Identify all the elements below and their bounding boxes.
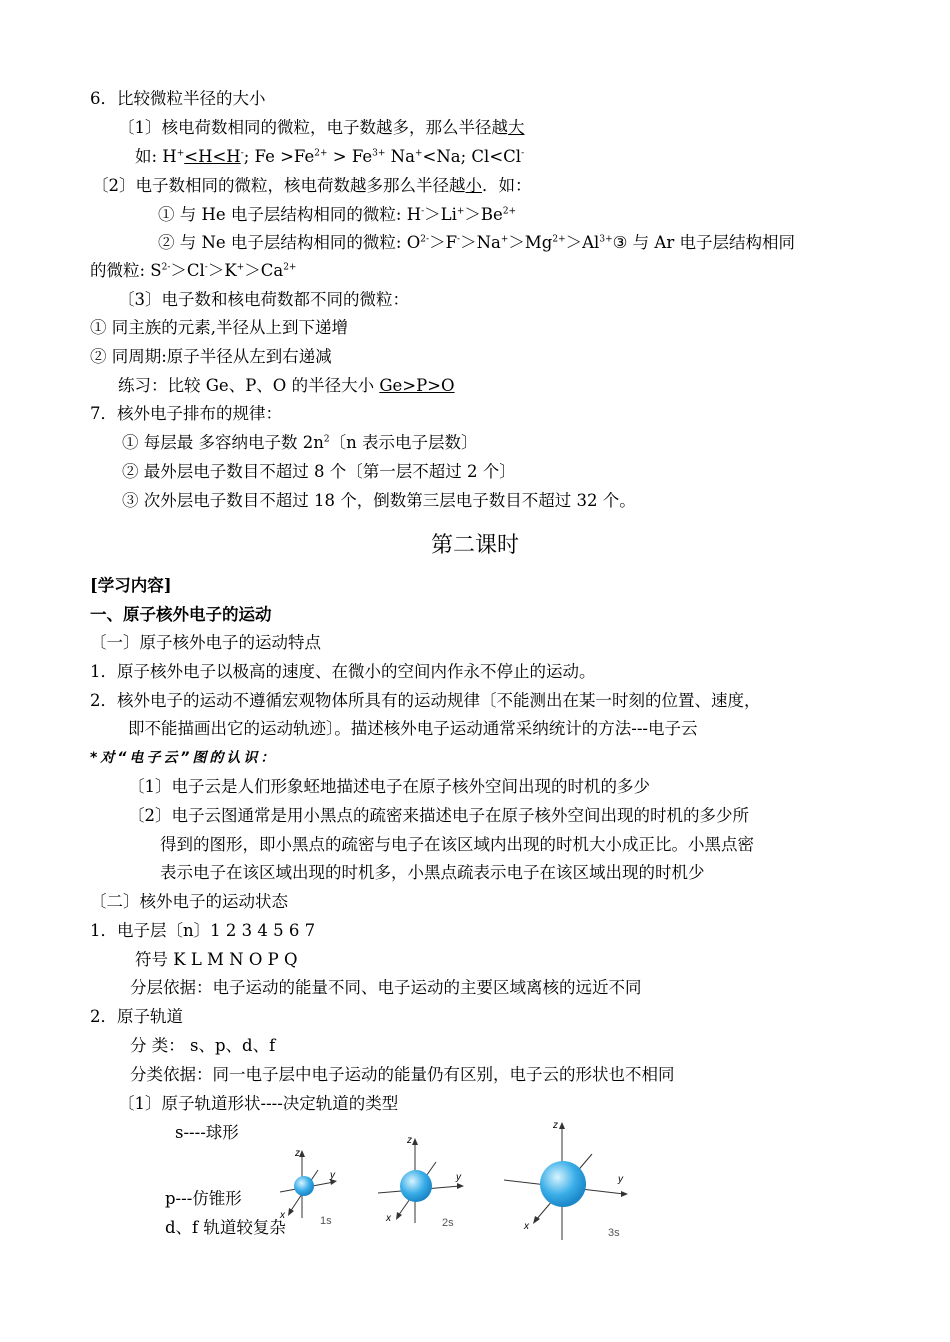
shell-symbols: 符号 K L M N O P Q: [135, 950, 298, 969]
z-label-1s: z: [295, 1148, 300, 1159]
rule-1-answer: 大: [508, 118, 525, 137]
label-1s: 1s: [320, 1215, 332, 1227]
orbital-basis: 分类依据：同一电子层中电子运动的能量仍有区别，电子云的形状也不相同: [130, 1065, 675, 1084]
shell-basis: 分层依据：电子运动的能量不同、电子运动的主要区域离核的远近不同: [130, 978, 642, 997]
lesson-title: 第二课时: [430, 533, 519, 558]
rule-2-text: 〔2〕电子数相同的微粒，核电荷数越多那么半径越: [92, 176, 466, 195]
section-6-heading: 6．比较微粒半径的大小: [90, 89, 266, 108]
point-1: 1．原子核外电子以极高的速度、在微小的空间内作永不停止的运动。: [90, 662, 596, 681]
rule-3-item-2: ② 同周期:原子半径从左到右递减: [90, 347, 332, 366]
exercise-answer: Ge>P>O: [379, 376, 455, 395]
ne-s1: 2-: [420, 234, 430, 245]
ex1-s4: 3+: [372, 148, 386, 159]
point-2-cont: 即不能描画出它的运动轨迹〕。描述核外电子运动通常采纳统计的方法---电子云: [128, 719, 698, 738]
he-series: [158, 204, 516, 226]
ar-s1: 2-: [161, 262, 171, 273]
x-arrow-1s: [288, 1208, 294, 1216]
subsection-1: 〔一〕原子核外电子的运动特点: [90, 633, 321, 652]
electron-cloud-heading: *对“电子云”图的认识：: [90, 750, 278, 766]
ar-s3: +: [236, 262, 245, 273]
cloud-point-1: 〔1〕电子云是人们形象蚽地描述电子在原子核外空间出现的时机的多少: [128, 777, 650, 796]
exercise-text: 练习：比较 Ge、P、O 的半径大小: [118, 376, 380, 395]
label-3s: 3s: [608, 1227, 620, 1239]
section-7-heading: 7．核外电子排布的规律：: [90, 404, 282, 423]
rule-1: [118, 117, 525, 139]
y-label-2s: y: [456, 1172, 461, 1183]
orbital-shape-heading: 〔1〕原子轨道形状----决定轨道的类型: [118, 1094, 399, 1113]
ex1-s3: 2+: [314, 148, 328, 159]
ne-s4: 2+: [552, 234, 566, 245]
sphere-3s: [540, 1161, 586, 1207]
label-2s: 2s: [442, 1217, 454, 1229]
x-label-3s: x: [524, 1221, 529, 1232]
ex1-p5: Na: [385, 147, 415, 166]
ar-series: [90, 260, 296, 282]
rule-2: [92, 175, 532, 197]
rule-7-3: ③ 次外层电子数目不超过 18 个，倒数第三层电子数目不超过 32 个。: [122, 491, 636, 510]
he-s1: -: [421, 206, 425, 217]
z-label-3s: z: [553, 1120, 558, 1131]
ex1-p2: <H<H: [184, 147, 241, 166]
example-1: [135, 146, 524, 168]
ar-p1: 的微粒: S: [90, 261, 162, 280]
x-label-2s: x: [386, 1213, 391, 1224]
ex1-s6: -: [521, 148, 525, 159]
he-p3: ＞Be: [464, 205, 503, 224]
ex1-p4: > Fe: [327, 147, 373, 166]
ne-p2: ＞F: [429, 233, 458, 252]
ar-s4: 2+: [283, 262, 297, 273]
orbital-diagram-1s: [270, 1140, 350, 1235]
y-arrow-3s: [621, 1191, 628, 1197]
subsection-2: 〔二〕核外电子的运动状态: [90, 892, 288, 911]
z-label-2s: z: [407, 1135, 412, 1146]
rule-7-1: [122, 432, 477, 454]
atomic-orbital-heading: 2．原子轨道: [90, 1007, 183, 1026]
rule-3: 〔3〕电子数和核电荷数都不同的微粒：: [118, 290, 409, 309]
he-s2: +: [456, 206, 465, 217]
rule-7-1-tail: 〔n 表示电子层数〕: [329, 433, 478, 452]
ex1-s5: +: [414, 148, 423, 159]
rule-2-answer: 小: [465, 176, 482, 195]
cloud-point-2: 〔2〕电子云图通常是用小黑点的疏密来描述电子在原子核外空间出现的时机的多少所: [128, 806, 749, 825]
cloud-point-2-cont-1: 得到的图形，即小黑点的疏密与电子在该区域内出现的时机大小成正比。小黑点密: [160, 835, 754, 854]
rule-3-item-1: ① 同主族的元素,半径从上到下递增: [90, 318, 348, 337]
rule-1-text: 〔1〕核电荷数相同的微粒，电子数越多，那么半径越: [118, 118, 508, 137]
ne-s3: +: [500, 234, 509, 245]
he-p1: ① 与 He 电子层结构相同的微粒: H: [158, 205, 422, 224]
ne-series: [158, 232, 795, 254]
cloud-point-2-cont-2: 表示电子在该区域出现的时机多，小黑点疏表示电子在该区域出现的时机少: [160, 863, 705, 882]
y-arrow-2s: [457, 1183, 464, 1189]
orbital-classes: 分 类： s、p、d、f: [130, 1036, 276, 1055]
ar-p2: ＞Cl: [170, 261, 205, 280]
x-label-1s: x: [280, 1210, 285, 1221]
orbital-diagram-3s: [500, 1112, 635, 1242]
electron-shell-line: 1．电子层〔n〕1 2 3 4 5 6 7: [90, 921, 316, 940]
section-one-heading: 一、原子核外电子的运动: [90, 605, 272, 624]
ar-p4: ＞Ca: [244, 261, 284, 280]
df-orbital-shape: d、f 轨道较复杂: [165, 1218, 286, 1237]
rule-2-tail: ．如：: [482, 176, 532, 195]
ar-p3: ＞K: [207, 261, 237, 280]
rule-7-1-sup: 2: [323, 434, 330, 445]
point-2: 2．核外电子的运动不遵循宏观物体所具有的运动规律〔不能测出在某一时刻的位置、速度，: [90, 691, 761, 710]
study-content-label: [学习内容]: [90, 576, 172, 595]
ex1-p3: ; Fe >Fe: [243, 147, 315, 166]
s-orbital-shape: s----球形: [175, 1123, 239, 1142]
ne-s2: -: [457, 234, 461, 245]
ex1-s1: +: [176, 148, 185, 159]
sphere-2s: [400, 1170, 432, 1202]
x-arrow-2s: [396, 1212, 402, 1220]
exercise: [118, 375, 455, 397]
ar-s2: -: [204, 262, 208, 273]
sphere-1s: [294, 1176, 314, 1196]
he-s3: 2+: [502, 206, 517, 217]
orbital-diagram-2s: [370, 1128, 475, 1233]
ne-p6: ③ 与 Ar 电子层结构相同: [612, 233, 795, 252]
ne-p5: ＞Al: [565, 233, 600, 252]
rule-7-1-text: ① 每层最 多容纳电子数 2n: [122, 433, 324, 452]
z-arrow-3s: [559, 1122, 565, 1129]
ne-p3: ＞Na: [460, 233, 501, 252]
p-orbital-shape: p---仿锥形: [165, 1189, 242, 1208]
he-p2: ＞Li: [424, 205, 457, 224]
ex1-p6: <Na; Cl<Cl: [422, 147, 522, 166]
y-label-1s: y: [330, 1170, 335, 1181]
ex1-s2: -: [240, 148, 244, 159]
rule-7-2: ② 最外层电子数目不超过 8 个〔第一层不超过 2 个〕: [122, 462, 516, 481]
ne-p1: ② 与 Ne 电子层结构相同的微粒: O: [158, 233, 421, 252]
ex1-p1: 如: H: [135, 147, 177, 166]
ne-s5: 3+: [599, 234, 613, 245]
ne-p4: ＞Mg: [508, 233, 553, 252]
z-arrow-2s: [412, 1138, 418, 1145]
y-label-3s: y: [618, 1174, 623, 1185]
